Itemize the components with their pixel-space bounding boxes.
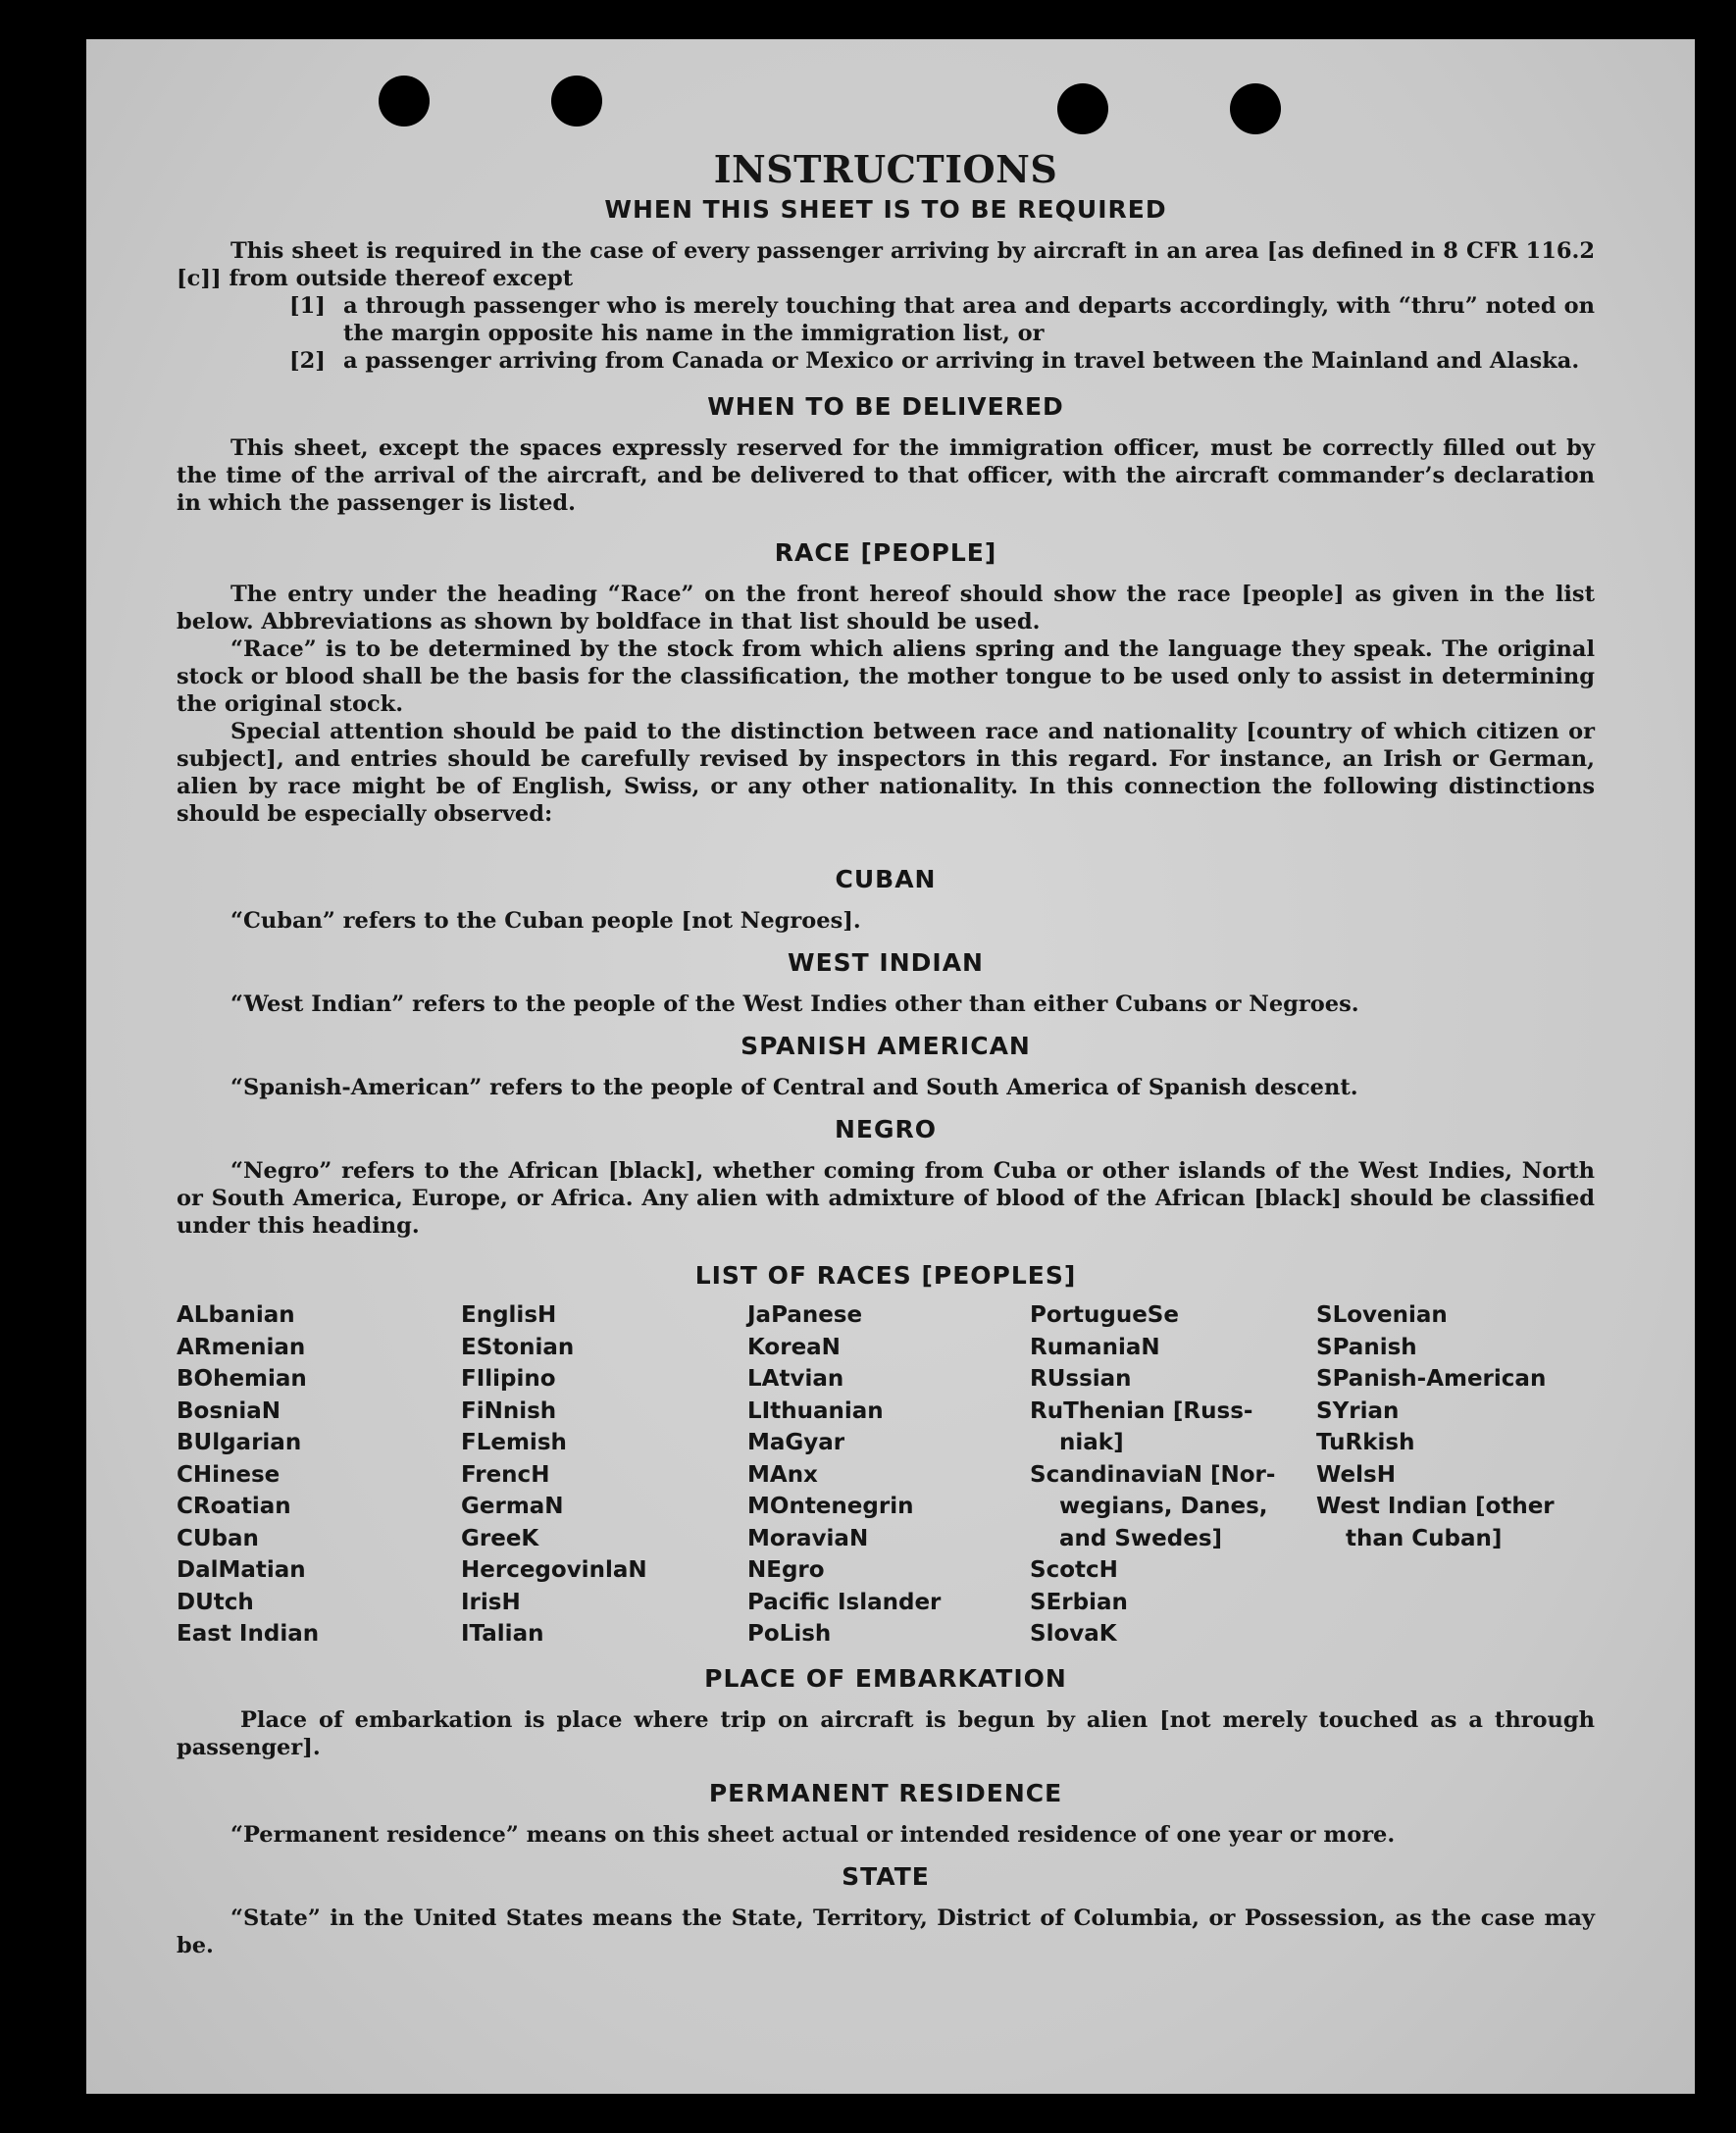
punch-hole — [1057, 83, 1108, 134]
required-intro: This sheet is required in the case of every passenger arriving by aircraft in an area [as defined in 8 CFR 116.2 [c]] from outside thereof except — [177, 238, 1595, 291]
race-entry: RuThenian [Russ- — [1030, 1397, 1253, 1424]
section-heading-delivered: WHEN TO BE DELIVERED — [707, 392, 1064, 421]
west-indian-text: “West Indian” refers to the people of the West Indies other than either Cubans or Negroes. — [230, 991, 1359, 1017]
spanish-american-text: “Spanish-American” refers to the people of Central and South America of Spanish descent. — [230, 1075, 1358, 1100]
section-heading-race: RACE [PEOPLE] — [774, 538, 997, 567]
state-text: “State” in the United States means the State, Territory, District of Columbia, or Possession, as the case may be. — [177, 1904, 1595, 1958]
section-heading-required: WHEN THIS SHEET IS TO BE REQUIRED — [604, 195, 1167, 224]
race-entry: SPanish-American — [1316, 1366, 1547, 1392]
race-entry: SPanish — [1316, 1334, 1417, 1360]
races-column — [747, 1299, 1030, 1651]
section-heading-embarkation: PLACE OF EMBARKATION — [704, 1663, 1067, 1693]
race-entry-continuation: than Cuban] — [1346, 1525, 1503, 1551]
race-entry: DalMatian — [177, 1557, 306, 1583]
document-page — [86, 39, 1695, 2094]
section-heading-negro: NEGRO — [834, 1115, 938, 1143]
races-column — [177, 1299, 461, 1651]
race-entry: CHinese — [177, 1461, 281, 1488]
section-heading-residence: PERMANENT RESIDENCE — [708, 1778, 1063, 1807]
section-heading-state: STATE — [842, 1861, 930, 1891]
race-entry-continuation: niak] — [1059, 1430, 1124, 1455]
section-heading-cuban: CUBAN — [835, 865, 937, 893]
race-entry: EnglisH — [461, 1302, 557, 1328]
race-entry: IrisH — [461, 1589, 521, 1615]
race-paragraph: Special attention should be paid to the distinction between race and nationality [country of which citizen or subject], and entries should be carefully revised by inspectors in this regard. For instance, an Irish or German, alien by race might be of English, Swiss, or any other nationality. In this connection the following distinctions should be especially observed: — [177, 719, 1595, 827]
race-entry: MOntenegrin — [747, 1494, 914, 1519]
race-entry: SErbian — [1030, 1589, 1128, 1615]
race-entry: EStonian — [461, 1334, 575, 1360]
section-heading-west-indian: WEST INDIAN — [788, 948, 984, 977]
race-entry: ITalian — [461, 1621, 544, 1647]
race-entry: West Indian [other — [1316, 1494, 1555, 1519]
race-entry: ScotcH — [1030, 1557, 1118, 1583]
race-entry: BOhemian — [177, 1366, 307, 1392]
race-entry: PoLish — [747, 1621, 832, 1647]
negro-text: “Negro” refers to the African [black], whether coming from Cuba or other islands of the West Indies, North or South America, Europe, or Africa. Any alien with admixture of blood of the African [black] should be classified under this heading. — [177, 1158, 1595, 1239]
races-column — [1316, 1299, 1595, 1651]
race-entry: NEgro — [747, 1557, 825, 1583]
punch-hole — [551, 76, 602, 127]
race-entry: GreeK — [461, 1525, 539, 1551]
race-entry: KoreaN — [747, 1334, 841, 1360]
list-item: [2] a passenger arriving from Canada or Mexico or arriving in travel between the Mainland and Alaska. — [289, 348, 1580, 374]
race-entry: HercegovinlaN — [461, 1557, 647, 1583]
page-title: INSTRUCTIONS — [713, 147, 1058, 191]
race-entry: ScandinaviaN [Nor- — [1030, 1461, 1276, 1488]
races-list — [177, 1299, 1595, 1651]
race-entry-continuation: wegians, Danes, — [1059, 1494, 1268, 1519]
race-entry: GermaN — [461, 1494, 564, 1519]
race-entry: WelsH — [1316, 1461, 1396, 1488]
race-entry: BUlgarian — [177, 1430, 302, 1455]
delivered-text: This sheet, except the spaces expressly reserved for the immigration officer, must be correctly filled out by the time of the arrival of the aircraft, and be delivered to that officer, with the aircraft commander’s declaration in which the passenger is listed. — [177, 435, 1595, 516]
race-entry: FiNnish — [461, 1397, 557, 1424]
race-paragraph: “Race” is to be determined by the stock from which aliens spring and the language they speak. The original stock or blood shall be the basis for the classification, the mother tongue to be used only to assist in determining the original stock. — [177, 636, 1595, 717]
race-entry: SLovenian — [1316, 1302, 1448, 1328]
race-entry: BosniaN — [177, 1397, 281, 1424]
race-entry: FrencH — [461, 1461, 550, 1488]
race-entry: JaPanese — [747, 1302, 863, 1328]
embarkation-text: Place of embarkation is place where trip on aircraft is begun by alien [not merely touched as a through passenger]. — [177, 1706, 1595, 1760]
race-entry: East Indian — [177, 1621, 320, 1647]
race-entry: MAnx — [747, 1461, 818, 1488]
section-heading-spanish-american: SPANISH AMERICAN — [740, 1032, 1031, 1060]
race-entry: MaGyar — [747, 1430, 845, 1455]
residence-text: “Permanent residence” means on this sheet actual or intended residence of one year or more. — [230, 1821, 1396, 1848]
race-entry: CUban — [177, 1525, 259, 1551]
race-entry: Pacific Islander — [747, 1589, 942, 1615]
race-entry: PortugueSe — [1030, 1302, 1179, 1328]
race-entry: RUssian — [1030, 1366, 1132, 1392]
race-entry: LIthuanian — [747, 1397, 884, 1424]
punch-hole — [379, 76, 430, 127]
race-entry: DUtch — [177, 1589, 254, 1615]
section-heading-list-of-races: LIST OF RACES [PEOPLES] — [694, 1261, 1077, 1290]
races-column — [461, 1299, 747, 1651]
race-entry: SlovaK — [1030, 1621, 1117, 1647]
races-column — [1030, 1299, 1316, 1651]
race-entry: SYrian — [1316, 1397, 1400, 1424]
race-paragraph: The entry under the heading “Race” on the front hereof should show the race [people] as given in the list below. Abbreviations as shown by boldface in that list should be used. — [177, 582, 1595, 635]
race-entry-continuation: and Swedes] — [1059, 1525, 1223, 1551]
race-entry: FLemish — [461, 1430, 567, 1455]
race-entry: FIlipino — [461, 1366, 556, 1392]
race-entry: ARmenian — [177, 1334, 306, 1360]
race-entry: RumaniaN — [1030, 1334, 1160, 1360]
race-entry: LAtvian — [747, 1366, 844, 1392]
punch-hole — [1230, 83, 1281, 134]
list-item: [1] a through passenger who is merely touching that area and departs accordingly, with “thru” noted on the margin opposite his name in the immigration list, or — [289, 293, 1595, 346]
race-entry: ALbanian — [177, 1302, 295, 1328]
instructions-content — [177, 147, 1595, 1959]
race-entry: TuRkish — [1316, 1430, 1415, 1455]
cuban-text: “Cuban” refers to the Cuban people [not Negroes]. — [230, 908, 861, 934]
except-word: except — [492, 266, 574, 291]
race-entry: MoraviaN — [747, 1525, 869, 1551]
race-entry: CRoatian — [177, 1494, 291, 1519]
